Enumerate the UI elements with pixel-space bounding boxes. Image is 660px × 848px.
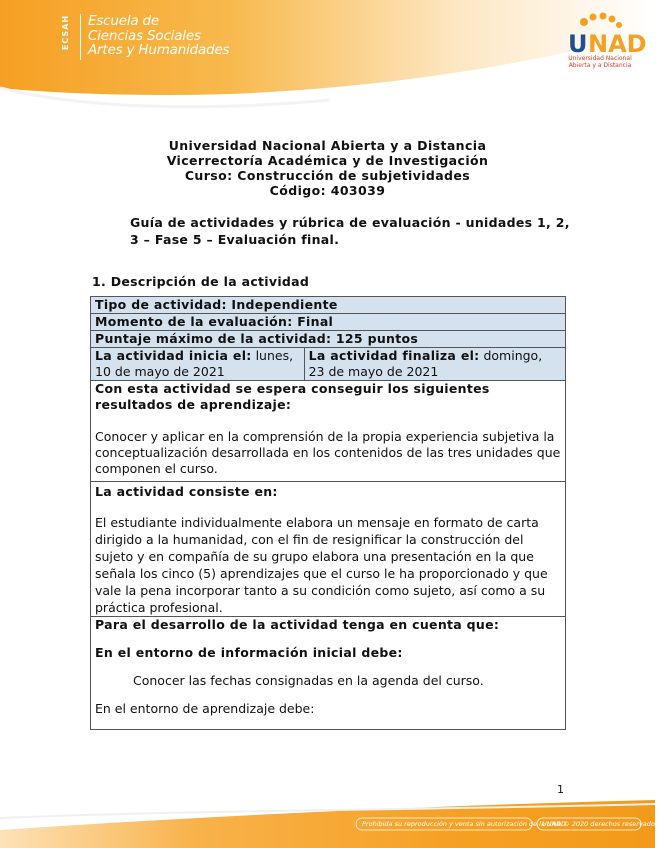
ecsah-mark: ECSAH [64, 14, 81, 60]
development-heading: Para el desarrollo de la actividad tenga en cuenta que: [95, 617, 500, 632]
section-heading: 1. Descripción de la actividad [92, 274, 310, 289]
activity-table [90, 296, 566, 730]
info-environment-text: Conocer las fechas consignadas en la agenda del curso. [133, 673, 484, 688]
start-date-cell [91, 348, 305, 381]
page-number: 1 [557, 783, 564, 796]
table-row [91, 297, 566, 314]
school-logo-line-3: Artes y Humanidades [88, 42, 230, 58]
table-row [91, 381, 566, 482]
footer-copyright: UNAD © 2020 derechos reservados. [542, 820, 660, 828]
footer-notice: Prohibida su reproducción y venta sin autorización de la UNAD. [362, 820, 569, 828]
university-title: Universidad Nacional Abierta y a Distancia [168, 138, 487, 153]
learning-environment-heading: En el entorno de aprendizaje debe: [95, 701, 315, 716]
unad-logo-caption: Universidad Nacional Abierta y a Distancia [568, 55, 632, 69]
table-row [91, 617, 566, 730]
end-date-value: domingo, 23 de mayo de 2021 [308, 348, 543, 379]
evaluation-moment: Momento de la evaluación: Final [91, 314, 566, 331]
table-row [91, 331, 566, 348]
course-code: Código: 403039 [269, 183, 386, 198]
learning-outcomes-heading: Con esta actividad se espera conseguir los siguientes resultados de aprendizaje: [95, 381, 490, 412]
document-titles [0, 138, 655, 198]
activity-description-text: El estudiante individualmente elabora un mensaje en formato de carta dirigido a la humanidad, con el fin de resignificar la construcción del sujeto y en compañía de su grupo elabora una presentación en la que señala los cinco (5) aprendizajes que el curso le ha proporcionado y que vale la pena incorporar tanto a su condición como sujeto, así como a su práctica profesional. [95, 515, 548, 615]
svg-text:NAD: NAD [588, 30, 647, 58]
table-row [91, 348, 566, 381]
end-date-cell [304, 348, 565, 381]
course-title: Curso: Construcción de subjetividades [184, 168, 471, 183]
learning-outcomes-text: Conocer y aplicar en la comprensión de la propia experiencia subjetiva la conceptualización desarrollada en los contenidos de las tres unidades que componen el curso. [95, 429, 561, 476]
activity-description-heading: La actividad consiste en: [95, 484, 278, 499]
school-logo-line-1: Escuela de [88, 13, 160, 29]
school-logo-text [88, 14, 229, 58]
start-date-label: La actividad inicia el: [95, 348, 252, 363]
start-date-value: lunes, 10 de mayo de 2021 [95, 348, 294, 379]
guide-title: Guía de actividades y rúbrica de evaluación - unidades 1, 2, 3 – Fase 5 – Evaluación final. [130, 215, 570, 247]
activity-type: Tipo de actividad: Independiente [91, 297, 566, 314]
learning-outcomes-cell [91, 381, 566, 482]
svg-text:U: U [568, 30, 588, 58]
table-row [91, 482, 566, 617]
unad-logo [560, 10, 647, 80]
info-environment-heading: En el entorno de información inicial debe: [95, 645, 403, 660]
max-score: Puntaje máximo de la actividad: 125 puntos [91, 331, 566, 348]
end-date-label: La actividad finaliza el: [308, 348, 480, 363]
school-logo-line-2: Ciencias Sociales [88, 27, 201, 44]
activity-description-cell [91, 482, 566, 617]
vicerrectoria-title: Vicerrectoría Académica y de Investigación [166, 153, 489, 168]
table-row [91, 314, 566, 331]
development-cell [91, 617, 566, 730]
